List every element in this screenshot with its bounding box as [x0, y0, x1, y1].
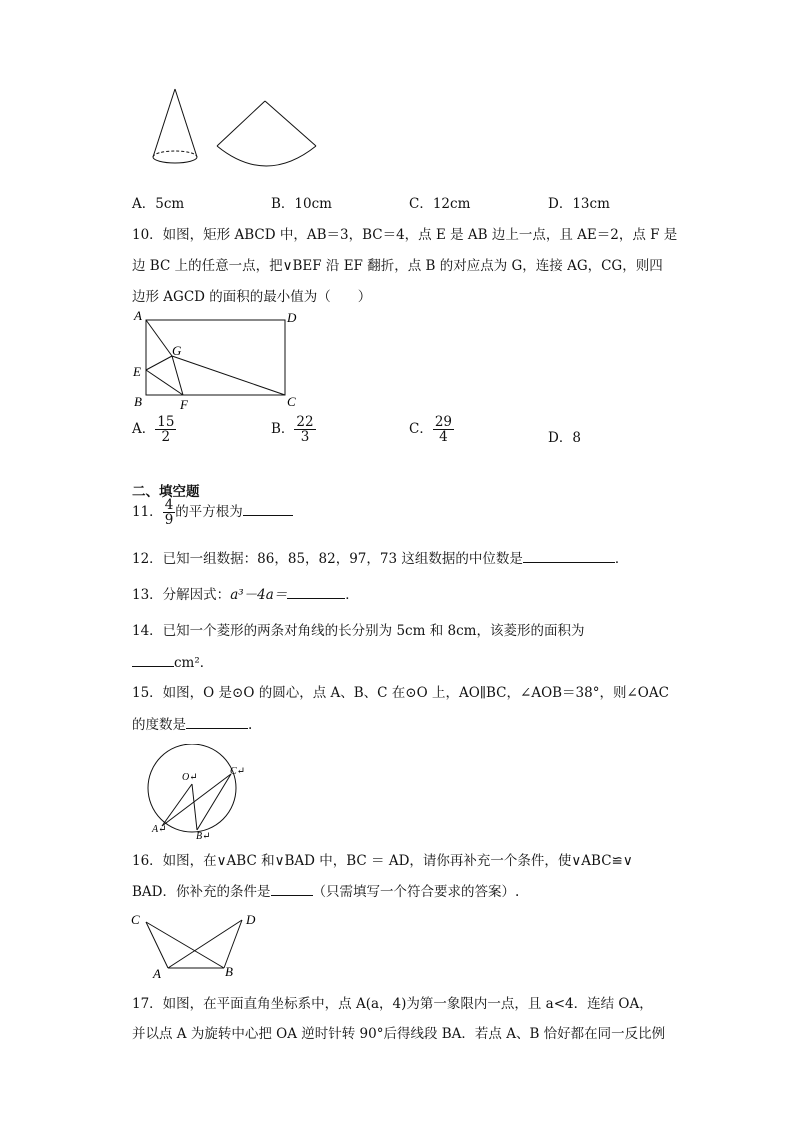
fig16-label-a: A [153, 966, 161, 980]
q17-line-1: 17．如图，在平面直角坐标系中，点 A(a，4)为第一象限内一点，且 a<4．连结 OA， [132, 996, 653, 1012]
q9-option-b: B．10cm [271, 196, 332, 212]
q10-option-a: A． $\frac{15}{2}$ [132, 414, 175, 446]
q9-option-d: D．13cm [548, 196, 610, 212]
fig15-label-a: A↵ [152, 824, 167, 835]
fraction: $\frac{29}{4}$ [434, 414, 453, 446]
fig10-label-f: F [180, 397, 188, 412]
q16-line-2: BAD．你补充的条件是 （只需填写一个符合要求的答案）. [132, 880, 519, 900]
cone-figure [150, 86, 200, 166]
fig16-label-c: C [131, 912, 140, 927]
fig10-label-b: B [134, 394, 142, 409]
q15-line-2: 的度数是 . [132, 713, 252, 733]
fraction: $\frac{4}{9}$ [164, 497, 174, 529]
circle-figure [140, 744, 250, 840]
fig10-label-e: E [133, 364, 141, 379]
q10-option-c: C． $\frac{29}{4}$ [409, 414, 453, 446]
fig10-label-d: D [287, 310, 297, 325]
q9-option-c: C．12cm [409, 196, 471, 212]
answer-blank [132, 653, 174, 668]
fig10-label-a: A [134, 308, 142, 323]
q14-line-2: cm²． [132, 651, 213, 671]
q10-line-3: 边形 AGCD 的面积的最小值为（ ） [132, 289, 372, 305]
rectangle-figure [128, 306, 308, 416]
sector-figure [212, 98, 324, 174]
q17-line-2: 并以点 A 为旋转中心把 OA 逆时针转 90°后得线段 BA．若点 A、B 恰好都在同一反比例 [132, 1026, 666, 1042]
q10-option-b: B． $\frac{22}{3}$ [271, 414, 314, 446]
fig15-label-b: B↵ [196, 831, 211, 840]
q10-line-2: 边 BC 上的任意一点，把∨BEF 沿 EF 翻折，点 B 的对应点为 G，连接 AG，CG，则四 [132, 258, 663, 274]
q14-line-1: 14．已知一个菱形的两条对角线的长分别为 5cm 和 8cm，该菱形的面积为 [132, 623, 585, 639]
fig16-label-b: B [225, 964, 233, 979]
q15-line-1: 15．如图，O 是⊙O 的圆心，点 A、B、C 在⊙O 上，AO∥BC，∠AOB＝38°，则∠OAC [132, 685, 669, 701]
answer-blank [186, 715, 248, 730]
triangles-figure [128, 908, 268, 980]
q10-line-1: 10．如图，矩形 ABCD 中，AB＝3，BC＝4，点 E 是 AB 边上一点，且 AE＝2，点 F 是 [132, 227, 678, 243]
answer-blank [287, 585, 345, 600]
answer-blank [271, 882, 313, 897]
q9-option-a: A．5cm [132, 196, 185, 212]
section-title: 二、填空题 [132, 484, 200, 500]
fraction: $\frac{22}{3}$ [296, 414, 314, 446]
answer-blank [243, 502, 293, 517]
fraction: $\frac{15}{2}$ [157, 414, 175, 446]
q16-line-1: 16．如图，在∨ABC 和∨BAD 中，BC ＝ AD，请你再补充一个条件，使∨ABC≌∨ [132, 853, 633, 869]
q11-line: 11． $\frac{4}{9}$ 的平方根为 [132, 498, 293, 527]
fig15-label-c: C↵ [230, 766, 246, 777]
q10-option-d: D．8 [548, 430, 581, 446]
answer-blank [523, 549, 615, 564]
q13-line: 13．分解因式：a³－4a＝ ． [132, 583, 359, 603]
fig15-label-o: O↵ [182, 772, 198, 783]
fig16-label-d: D [246, 912, 256, 927]
fig10-label-g: G [172, 343, 182, 358]
q12-line: 12．已知一组数据：86，85，82，97，73 这组数据的中位数是 ． [132, 547, 628, 567]
fig10-label-c: C [287, 394, 296, 409]
